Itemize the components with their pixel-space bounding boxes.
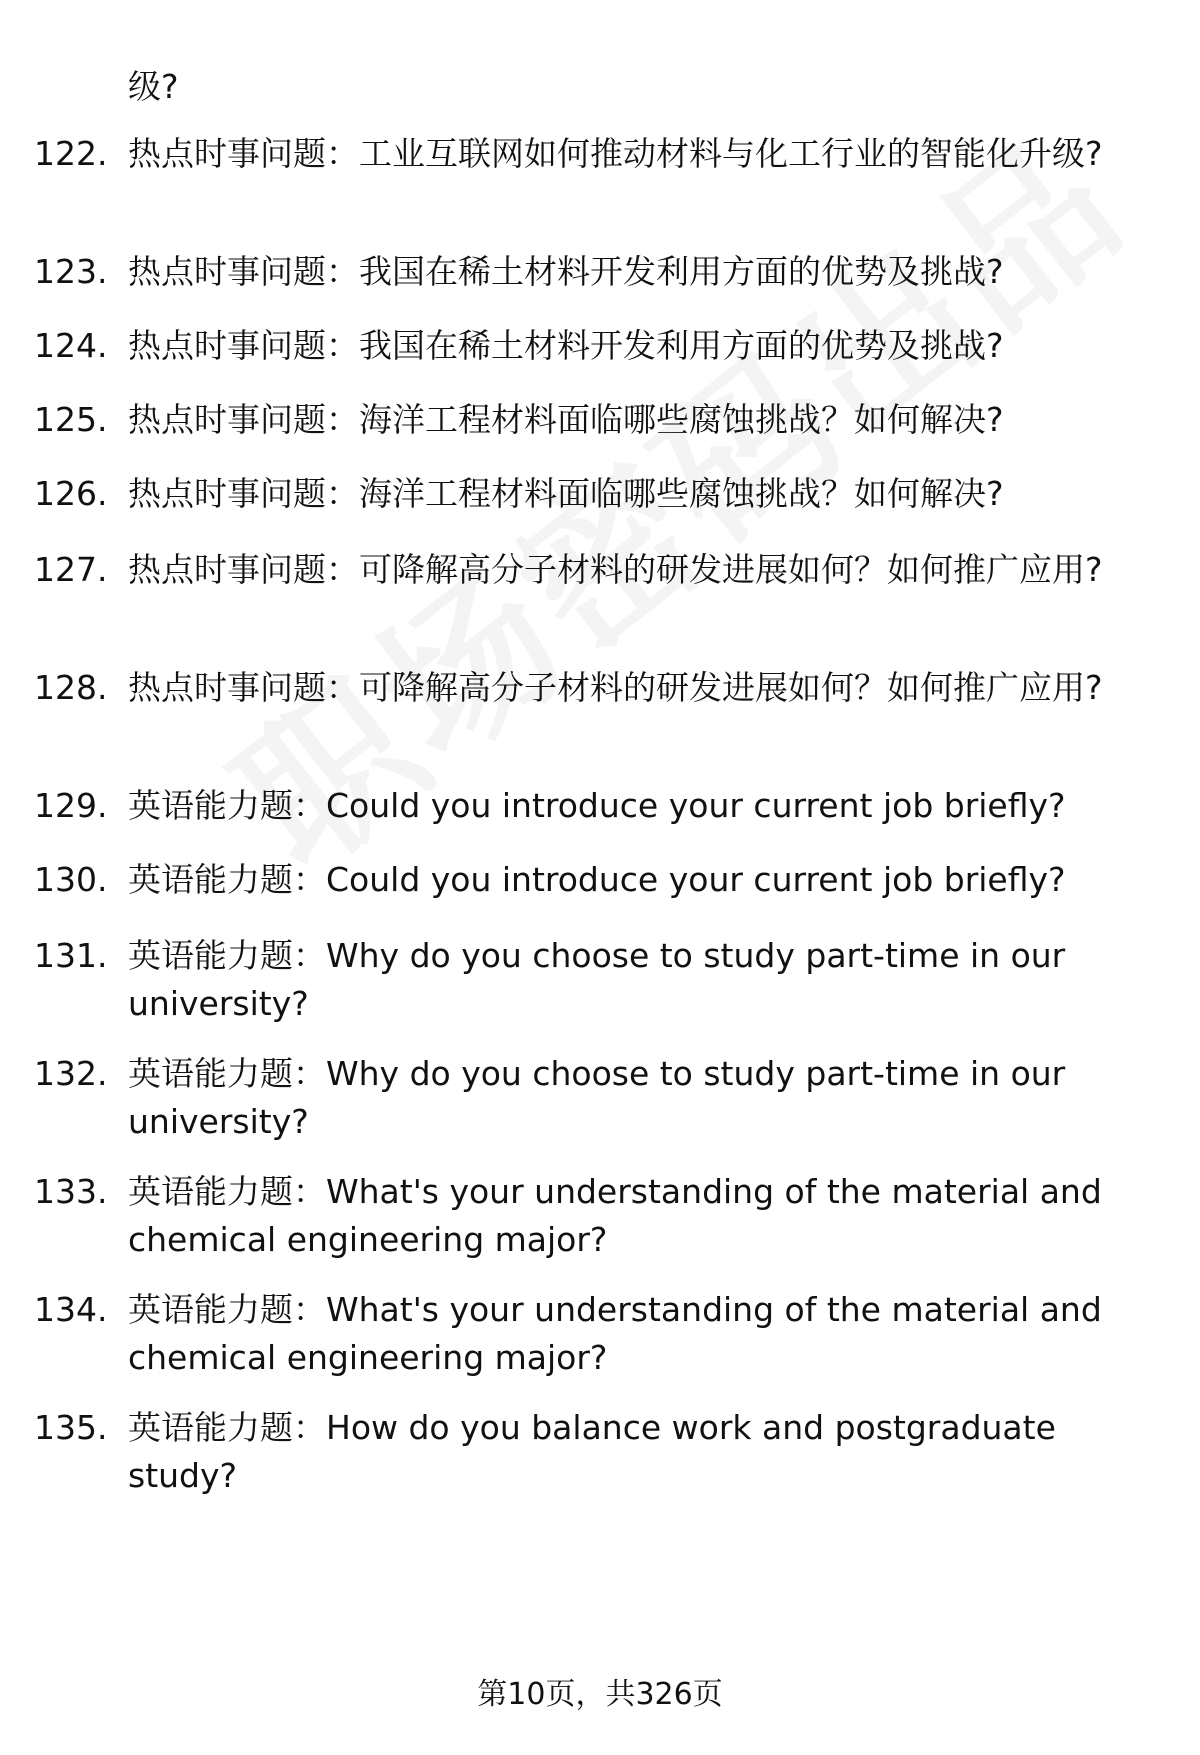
continuation-text: 级? — [128, 67, 179, 106]
item-number: 122. — [34, 134, 108, 173]
item-number: 123. — [34, 252, 108, 291]
item-text: 热点时事问题：我国在稀土材料开发利用方面的优势及挑战? — [128, 326, 1004, 365]
item-text: 英语能力题：What's your understanding of the material and chemical engineering major? — [128, 1172, 1102, 1259]
item-number: 126. — [34, 474, 108, 513]
item-text: 英语能力题：How do you balance work and postgraduate study? — [128, 1408, 1056, 1495]
item-text: 英语能力题：Could you introduce your current job briefly? — [128, 786, 1066, 825]
item-text: 热点时事问题：海洋工程材料面临哪些腐蚀挑战？如何解决? — [128, 474, 1004, 513]
item-text: 热点时事问题：海洋工程材料面临哪些腐蚀挑战？如何解决? — [128, 400, 1004, 439]
item-text: 热点时事问题：可降解高分子材料的研发进展如何？如何推广应用? — [128, 550, 1103, 589]
item-text: 热点时事问题：可降解高分子材料的研发进展如何？如何推广应用? — [128, 668, 1103, 707]
item-text: 英语能力题：Why do you choose to study part-time in our university? — [128, 936, 1066, 1023]
item-text: 热点时事问题：工业互联网如何推动材料与化工行业的智能化升级? — [128, 134, 1103, 173]
item-number: 135. — [34, 1408, 108, 1447]
item-number: 134. — [34, 1290, 108, 1329]
page-footer: 第10页，共326页 — [477, 1677, 723, 1712]
item-number: 130. — [34, 860, 108, 899]
item-number: 125. — [34, 400, 108, 439]
item-number: 124. — [34, 326, 108, 365]
item-number: 132. — [34, 1054, 108, 1093]
item-number: 128. — [34, 668, 108, 707]
item-number: 129. — [34, 786, 108, 825]
item-text: 英语能力题：Could you introduce your current job briefly? — [128, 860, 1066, 899]
item-text: 英语能力题：Why do you choose to study part-time in our university? — [128, 1054, 1066, 1141]
item-number: 133. — [34, 1172, 108, 1211]
item-number: 131. — [34, 936, 108, 975]
item-number: 127. — [34, 550, 108, 589]
item-text: 热点时事问题：我国在稀土材料开发利用方面的优势及挑战? — [128, 252, 1004, 291]
item-text: 英语能力题：What's your understanding of the material and chemical engineering major? — [128, 1290, 1102, 1377]
